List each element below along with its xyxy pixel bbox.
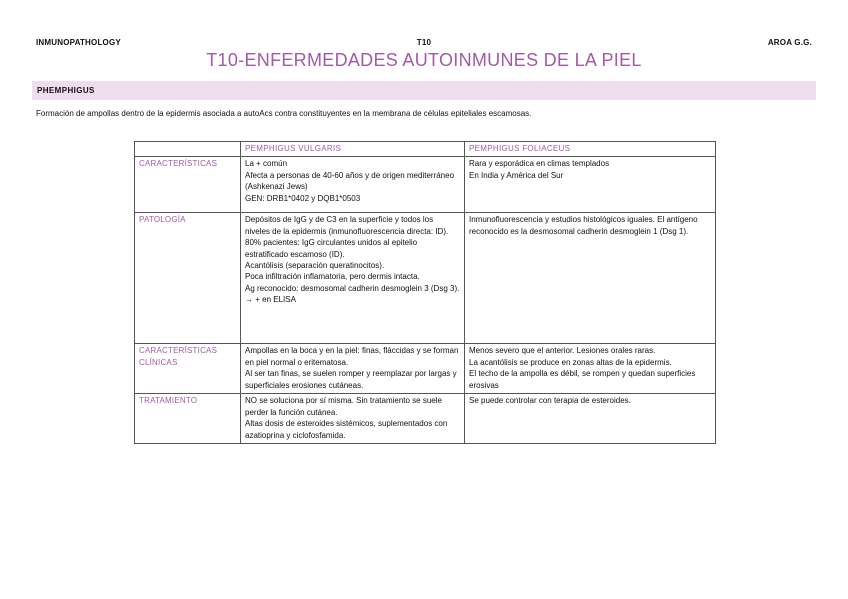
cell-vulgaris (241, 344, 465, 394)
table-row (135, 213, 716, 344)
table-row (135, 394, 716, 444)
cell-foliaceus (465, 157, 716, 213)
header-subject: INMUNOPATHOLOGY (36, 38, 121, 47)
section-intro: Formación de ampollas dentro de la epidermis asociada a autoAcs contra constituyentes en la membrana de células epiteliales escamosas. (36, 109, 532, 118)
cell-vulgaris (241, 157, 465, 213)
cell-foliaceus (465, 344, 716, 394)
table-row (135, 157, 716, 213)
row-label: TRATAMIENTO (135, 394, 241, 444)
cell-line: La + común (245, 159, 288, 169)
cell-line: Ampollas en la boca y en la piel: finas, fláccidas y se forman en piel normal o eritematosa. (245, 346, 459, 367)
table-row (135, 344, 716, 394)
cell-line: Poca infiltración inflamatoria, pero dermis intacta. (245, 272, 420, 282)
cell-line: Se puede controlar con terapia de esteroides. (469, 396, 631, 406)
cell-line: NO se soluciona por sí misma. Sin tratamiento se suele perder la función cutánea. (245, 396, 442, 417)
cell-line: En India y América del Sur (469, 170, 564, 180)
page-title: T10-ENFERMEDADES AUTOINMUNES DE LA PIEL (206, 50, 642, 70)
cell-line: 80% pacientes: IgG circulantes unidos al epitelio estratificado escamoso (ID). (245, 238, 418, 259)
row-label: CARACTERÍSTICAS (135, 157, 241, 213)
cell-line: GEN: DRB1*0402 y DQB1*0503 (245, 193, 361, 203)
cell-line: Afecta a personas de 40-60 años y de origen mediterráneo (Ashkenazi Jews) (245, 170, 455, 192)
cell-line: Rara y esporádica en climas templados (469, 159, 610, 169)
comparison-table (134, 141, 716, 444)
cell-foliaceus (465, 213, 716, 344)
cell-vulgaris (241, 394, 465, 444)
cell-line: El techo de la ampolla es débil, se rompen y quedan superficies erosivas (469, 369, 696, 390)
cell-line: Inmunofluorescencia y estudios histológicos iguales. El antígeno reconocido es la desmosomal cadherin desmoglein 1 (Dsg 1). (469, 215, 698, 236)
section-heading: PHEMPHIGUS (32, 81, 816, 100)
cell-line: Acantólisis (separación queratinocitos). (245, 261, 385, 271)
table-header-row (135, 142, 716, 157)
row-label: CARACTERÍSTICAS CLÍNICAS (135, 344, 241, 394)
cell-line: Altas dosis de esteroides sistémicos, suplementados con azatioprina y ciclofosfamida. (245, 419, 448, 440)
cell-line: Al ser tan finas, se suelen romper y reemplazar por largas y superficiales erosiones cutáneas. (245, 369, 457, 390)
cell-line: Ag reconocido: desmosomal cadherin desmoglein 3 (Dsg 3). → + en ELISA (245, 283, 460, 305)
cell-line: Menos severo que el anterior. Lesiones orales raras. (469, 346, 656, 356)
header-author: AROA G.G. (767, 38, 812, 47)
table-header-empty (135, 142, 241, 157)
cell-line: La acantólisis se produce en zonas altas de la epidermis. (469, 357, 672, 367)
cell-foliaceus (465, 394, 716, 444)
header-topic-number: T10 (416, 38, 432, 47)
table-header-foliaceus: PEMPHIGUS FOLIACEUS (465, 142, 716, 157)
row-label: PATOLOGÍA (135, 213, 241, 344)
cell-vulgaris (241, 213, 465, 344)
cell-line: Depósitos de IgG y de C3 en la superficie y todos los niveles de la epidermis (inmunofluorescencia directa: ID). (245, 215, 449, 236)
table-header-vulgaris: PEMPHIGUS VULGARIS (241, 142, 465, 157)
